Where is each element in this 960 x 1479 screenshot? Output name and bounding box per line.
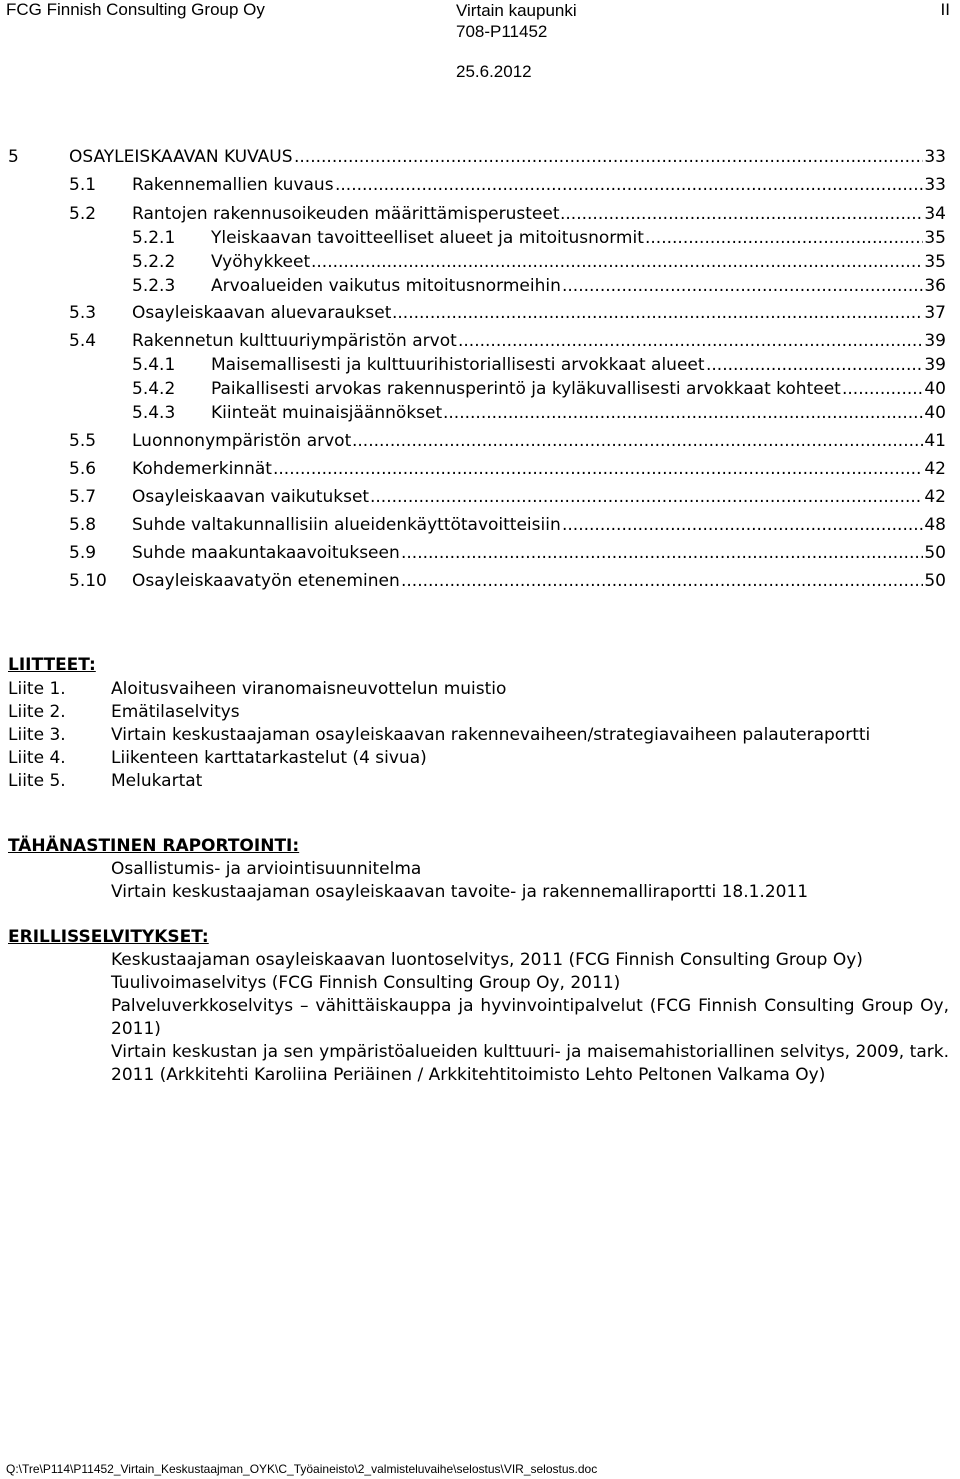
toc-entry[interactable] [0,226,960,250]
toc-page-number: 50 [924,543,946,563]
toc-page-number: 34 [924,204,946,224]
toc-page-number: 35 [924,228,946,248]
toc-leader-dots [273,457,923,481]
toc-title: Vyöhykkeet [211,252,311,272]
toc-leader-dots [294,145,923,169]
appendix-label: Liite 3. [8,725,66,745]
toc-number: 5 [8,147,19,167]
toc-page-number: 39 [924,355,946,375]
toc-page-number: 40 [924,403,946,423]
toc-number: 5.4.2 [132,379,176,399]
toc-page-number: 36 [924,276,946,296]
toc-page-number: 37 [924,303,946,323]
toc-leader-dots [401,541,923,565]
appendix-label: Liite 1. [8,679,66,699]
toc-leader-dots [335,173,923,197]
toc-entry[interactable] [0,569,960,593]
toc-page-number: 50 [924,571,946,591]
reports-list [111,858,951,904]
toc-entry[interactable] [0,329,960,353]
appendix-item [0,701,960,724]
studies-list [111,949,951,1087]
toc-entry[interactable] [0,377,960,401]
toc-entry[interactable] [0,429,960,453]
toc-number: 5.8 [69,515,97,535]
study-item: Palveluverkkoselvitys – vähittäiskauppa ja hyvinvointipalvelut (FCG Finnish Consulting Group Oy, 2011) [111,996,949,1039]
toc-title: Yleiskaavan tavoitteelliset alueet ja mitoitusnormit [211,228,644,248]
toc-entry[interactable] [0,274,960,298]
study-item: Tuulivoimaselvitys (FCG Finnish Consulting Group Oy, 2011) [111,973,621,993]
toc-number: 5.4 [69,331,97,351]
toc-leader-dots [560,202,923,226]
toc-number: 5.10 [69,571,107,591]
toc-page-number: 41 [924,431,946,451]
toc-leader-dots [401,569,923,593]
toc-page-number: 42 [924,459,946,479]
toc-title: Osayleiskaavatyön eteneminen [132,571,400,591]
toc-title: OSAYLEISKAAVAN KUVAUS [69,147,293,167]
toc-entry[interactable] [0,250,960,274]
toc-number: 5.5 [69,431,97,451]
toc-page-number: 33 [924,175,946,195]
reports-heading: TÄHÄNASTINEN RAPORTOINTI: [8,836,300,856]
report-item: Virtain keskustaajaman osayleiskaavan tavoite- ja rakennemalliraportti 18.1.2011 [111,882,809,902]
toc-leader-dots [443,401,923,425]
appendix-text: Emätilaselvitys [111,702,240,722]
toc-title: Rakennetun kulttuuriympäristön arvot [132,331,457,351]
toc-title: Suhde maakuntakaavoitukseen [132,543,400,563]
toc-title: Osayleiskaavan vaikutukset [132,487,370,507]
appendix-item [0,747,960,770]
header-client-block [456,0,577,42]
toc-title: Suhde valtakunnallisiin alueidenkäyttötavoitteisiin [132,515,561,535]
toc-title: Kiinteät muinaisjäännökset [211,403,443,423]
toc-entry[interactable] [0,145,960,169]
toc-number: 5.7 [69,487,97,507]
toc-number: 5.6 [69,459,97,479]
appendix-text: Virtain keskustaajaman osayleiskaavan rakennevaiheen/strategiavaiheen palauteraportti [111,725,871,745]
appendix-label: Liite 5. [8,771,66,791]
toc-title: Kohdemerkinnät [132,459,272,479]
toc-number: 5.1 [69,175,97,195]
appendix-item [0,678,960,701]
toc-number: 5.2 [69,204,97,224]
toc-page-number: 48 [924,515,946,535]
toc-title: Rantojen rakennusoikeuden määrittämisperusteet [132,204,560,224]
toc-entry[interactable] [0,173,960,197]
toc-number: 5.4.1 [132,355,176,375]
header-date: 25.6.2012 [456,62,532,81]
toc-title: Arvoalueiden vaikutus mitoitusnormeihin [211,276,561,296]
toc-title: Luonnonympäristön arvot [132,431,352,451]
appendix-label: Liite 4. [8,748,66,768]
toc-leader-dots [562,513,923,537]
toc-page-number: 39 [924,331,946,351]
toc-page-number: 40 [924,379,946,399]
header-page-number: II [940,0,950,19]
appendix-label: Liite 2. [8,702,66,722]
appendix-item [0,724,960,747]
header-company: FCG Finnish Consulting Group Oy [6,0,265,19]
footer-file-path: Q:\Tre\P114\P11452_Virtain_Keskustaajman_OYK\C_Työaineisto\2_valmisteluvaihe\selostus\VIR_selostus.doc [6,1462,598,1476]
appendices-heading: LIITTEET: [8,655,96,675]
header-client: Virtain kaupunki [456,1,577,20]
toc-leader-dots [392,301,923,325]
toc-entry[interactable] [0,301,960,325]
toc-leader-dots [370,485,923,509]
toc-page-number: 33 [924,147,946,167]
study-item: Keskustaajaman osayleiskaavan luontoselvitys, 2011 (FCG Finnish Consulting Group Oy) [111,950,863,970]
appendix-text: Melukartat [111,771,203,791]
toc-leader-dots [458,329,923,353]
toc-entry[interactable] [0,401,960,425]
toc-leader-dots [352,429,923,453]
appendix-item [0,770,960,793]
toc-entry[interactable] [0,541,960,565]
toc-title: Osayleiskaavan aluevaraukset [132,303,392,323]
toc-number: 5.9 [69,543,97,563]
toc-leader-dots [562,274,923,298]
toc-page-number: 42 [924,487,946,507]
toc-title: Paikallisesti arvokas rakennusperintö ja kyläkuvallisesti arvokkaat kohteet [211,379,841,399]
toc-title: Rakennemallien kuvaus [132,175,334,195]
toc-page-number: 35 [924,252,946,272]
toc-number: 5.4.3 [132,403,176,423]
appendix-text: Liikenteen karttatarkastelut (4 sivua) [111,748,427,768]
study-item: Virtain keskustan ja sen ympäristöalueiden kulttuuri- ja maisemahistoriallinen selvitys, 2009, tark. 2011 (Arkkitehti Karoliina Periäinen / Arkkitehtitoimisto Lehto Peltonen Valkama Oy) [111,1042,949,1085]
toc-leader-dots [842,377,923,401]
studies-heading: ERILLISSELVITYKSET: [8,927,209,947]
report-item: Osallistumis- ja arviointisuunnitelma [111,859,422,879]
toc-title: Maisemallisesti ja kulttuurihistoriallisesti arvokkaat alueet [211,355,705,375]
toc-number: 5.2.1 [132,228,176,248]
toc-entry[interactable] [0,353,960,377]
toc-entry[interactable] [0,457,960,481]
toc-leader-dots [645,226,923,250]
toc-entry[interactable] [0,513,960,537]
toc-leader-dots [706,353,923,377]
toc-number: 5.2.2 [132,252,176,272]
toc-entry[interactable] [0,202,960,226]
toc-number: 5.3 [69,303,97,323]
toc-entry[interactable] [0,485,960,509]
toc-leader-dots [311,250,923,274]
toc-number: 5.2.3 [132,276,176,296]
appendix-text: Aloitusvaiheen viranomaisneuvottelun muistio [111,679,507,699]
header-project-code: 708-P11452 [456,22,548,41]
